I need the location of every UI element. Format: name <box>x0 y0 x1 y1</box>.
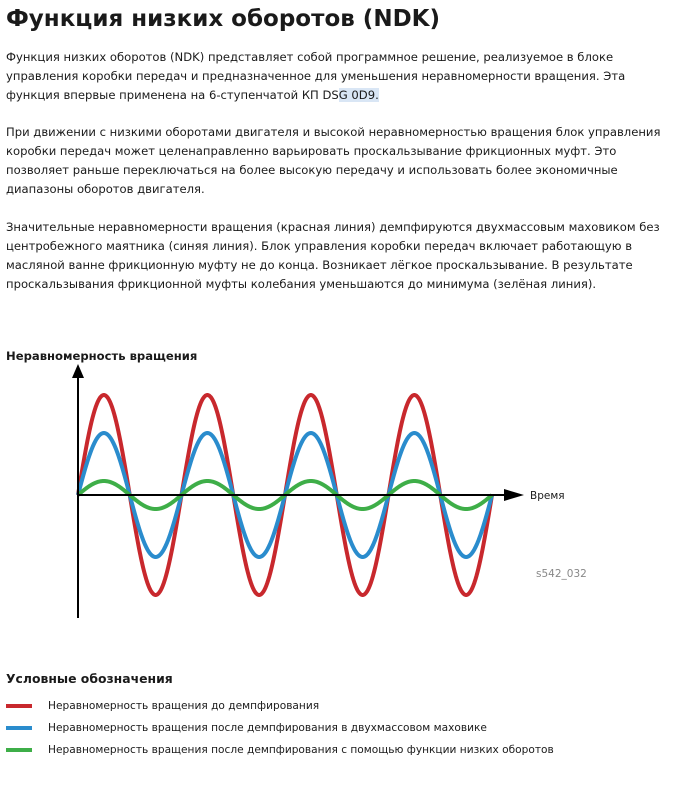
slip-paragraph: При движении с низкими оборотами двигателя и высокой неравномерностью вращения блок управления коробки передач может целенаправленно варьировать проскальзывание фрикционных муфт. Это позволяет раньше переключаться на более высокую передачу и использовать более экономичные диапазоны оборотов двигателя. <box>6 125 661 196</box>
y-axis-arrow <box>72 364 84 378</box>
legend-label: Неравномерность вращения после демпфирования с помощью функции низких оборотов <box>48 744 554 756</box>
page-title: Функция низких оборотов (NDK) <box>6 6 440 32</box>
damping-paragraph: Значительные неравномерности вращения (красная линия) демпфируются двухмассовым маховиком без центробежного маятника (синяя линия). Блок управления коробки передач включает работающую в масляной ванне фрикционную муфту не до конца. Возникает лёгкое проскальзывание. В результате проскальзывания фрикционной муфты колебания уменьшаются до минимума (зелёная линия). <box>6 220 660 291</box>
x-axis-arrow <box>504 489 524 501</box>
legend-item-red <box>6 695 666 717</box>
rotation-chart <box>0 362 678 622</box>
selected-text-highlight[interactable]: G 0D9. <box>338 88 379 102</box>
chart-title: Неравномерность вращения <box>6 349 198 363</box>
figure-id-label: s542_032 <box>536 568 587 580</box>
intro-paragraph <box>6 48 672 105</box>
legend-item-green <box>6 739 666 761</box>
legend-swatch-blue <box>6 726 32 730</box>
legend-item-blue <box>6 717 666 739</box>
legend-label: Неравномерность вращения после демпфирования в двухмассовом маховике <box>48 722 487 734</box>
legend-label: Неравномерность вращения до демпфирования <box>48 700 320 712</box>
x-axis-label: Время <box>530 490 565 502</box>
legend <box>6 695 666 761</box>
intro-text: Функция низких оборотов (NDK) представляет собой программное решение, реализуемое в блоке управления коробки передач и предназначенное для уменьшения неравномерности вращения. Эта функция впервые применена на 6-ступенчатой КП DS <box>6 50 626 102</box>
legend-title: Условные обозначения <box>6 671 173 686</box>
legend-swatch-red <box>6 704 32 708</box>
legend-swatch-green <box>6 748 32 752</box>
